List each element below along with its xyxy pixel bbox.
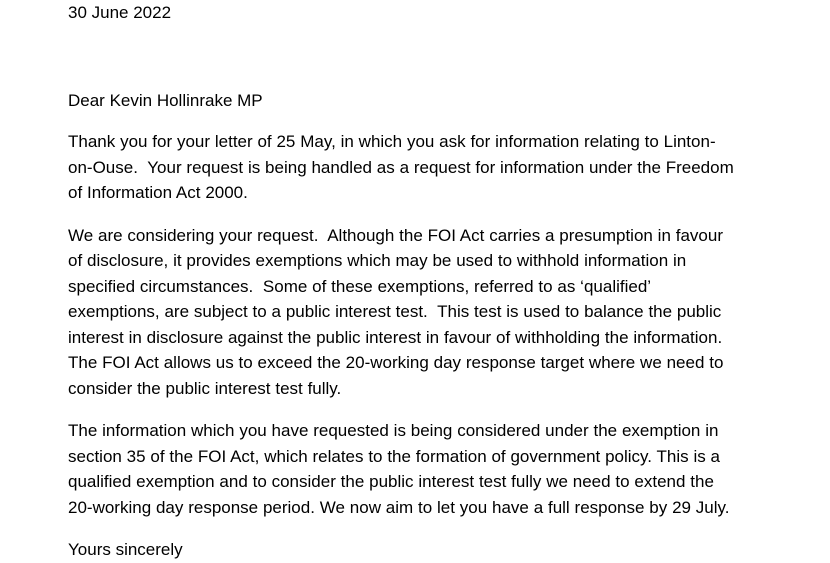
letter-paragraph-3: The information which you have requested is being considered under the exemption in section 35 of the FOI Act, which relates to the formation of government policy. This is a qualified exemption and to consider the public interest test fully we need to extend the 20-working day response period. We now aim to let you have a full response by 29 July.	[68, 421, 730, 517]
letter-salutation: Dear Kevin Hollinrake MP	[68, 90, 263, 110]
letter-paragraph-2: We are considering your request. Although the FOI Act carries a presumption in favour of disclosure, it provides exemptions which may be used to withhold information in specified circumstances. Some of these exemptions, referred to as ‘qualified’ exemptions, are subject to a public interest test. This test is used to balance the public interest in disclosure against the public interest in favour of withholding the information. The FOI Act allows us to exceed the 20-working day response target where we need to consider the public interest test fully.	[68, 225, 729, 398]
letter-date: 30 June 2022	[68, 3, 172, 22]
letter-paragraph-1: Thank you for your letter of 25 May, in which you ask for information relating to Linton-on-Ouse. Your request is being handled as a request for information under the Freedom of Information Act 2000.	[68, 132, 739, 202]
letter-signoff: Yours sincerely	[68, 540, 183, 559]
letter-content	[68, 0, 738, 563]
